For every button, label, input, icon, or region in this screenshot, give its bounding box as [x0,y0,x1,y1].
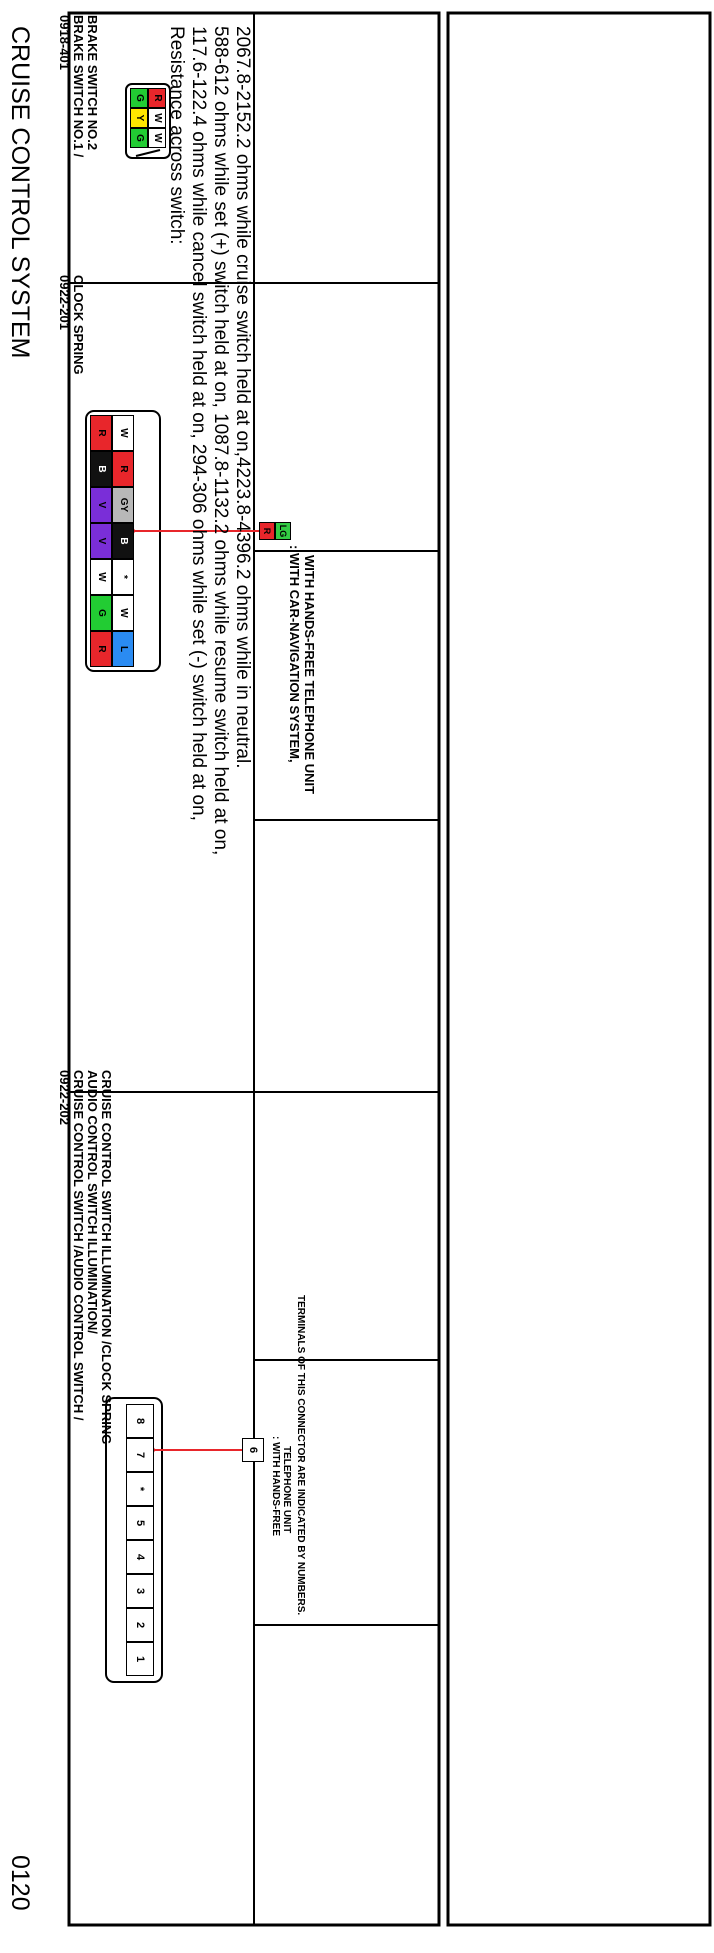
terminal-7: L [112,631,134,667]
terminal-1: W [112,415,134,451]
terminal-4: G [130,88,148,108]
terminal-4: B [112,523,134,559]
terminal-2: W [148,108,166,128]
option-terminal-lower: R [259,522,275,540]
connector-1-code: 0918-401 [57,15,72,70]
connector-1-name-line-2: BRAKE SWITCH NO.2 [85,15,100,151]
terminal-6: W [112,595,134,631]
terminal-1: R [148,88,166,108]
connector-3-name-line-2: AUDIO CONTROL SWITCH ILLUMINATION/ [85,1070,100,1334]
terminal-4: 4 [126,1540,154,1574]
option-terminal-6: 6 [242,1438,264,1462]
terminal-3: 3 [126,1574,154,1608]
terminal-6: * [126,1472,154,1506]
terminal-13: G [90,595,112,631]
connector-1-name-line-1: BRAKE SWITCH NO.1 / [71,15,86,158]
terminal-6: G [130,128,148,148]
note-box [448,13,710,1925]
page-number: 0120 [6,1855,34,1911]
terminal-5: * [112,559,134,595]
terminal-3: W [148,128,166,148]
connector-3-option-note-1: : WITH HANDS-FREE [270,1436,281,1536]
terminal-11: V [90,523,112,559]
terminal-1: 1 [126,1642,154,1676]
terminal-14: R [90,631,112,667]
connector-2-option-note-1: : WITH CAR-NAVIGATION SYSTEM, [287,545,302,763]
note-heading: Resistance across switch: [166,26,187,245]
note-line-1: 117.6-122.4 ohms while cancel switch held at on, 294-306 ohms while set (-) switch held at on, [188,26,209,821]
connector-2-name-line-1: CLOCK SPRING [71,275,86,375]
terminal-8: 8 [126,1404,154,1438]
terminal-2: 2 [126,1608,154,1642]
connector-3-name-line-1: CRUISE CONTROL SWITCH /AUDIO CONTROL SWITCH / [71,1070,86,1421]
note-line-3: 2067.8-2152.2 ohms while cruise switch held at on,4223.8-4396.2 ohms while in neutral. [232,26,253,769]
terminal-2: R [112,451,134,487]
connector-2-option-note-2: WITH HANDS-FREE TELEPHONE UNIT [302,555,317,795]
terminal-7: 7 [126,1438,154,1472]
terminal-9: B [90,451,112,487]
terminal-5: 5 [126,1506,154,1540]
terminal-10: V [90,487,112,523]
terminal-12: W [90,559,112,595]
connector-2-code: 0922-201 [57,275,72,330]
terminal-5: Y [130,108,148,128]
terminal-8: R [90,415,112,451]
connector-3-code: 0922-202 [57,1070,72,1125]
connector-3-footnote: TERMINALS OF THIS CONNECTOR ARE INDICATED BY NUMBERS. [295,1295,306,1616]
option-terminal-upper: LG [275,522,291,540]
connector-3-name-line-3: CRUISE CONTROL SWITCH ILLUMINATION /CLOCK SPRING [99,1070,114,1445]
note-line-2: 588-612 ohms while set (+) switch held at on, 1087.8-1132.2 ohms while resume switch held at on, [210,26,231,856]
terminal-3: GY [112,487,134,523]
page-title: CRUISE CONTROL SYSTEM [6,26,34,359]
connector-3-option-note-2: TELEPHONE UNIT [281,1446,292,1534]
